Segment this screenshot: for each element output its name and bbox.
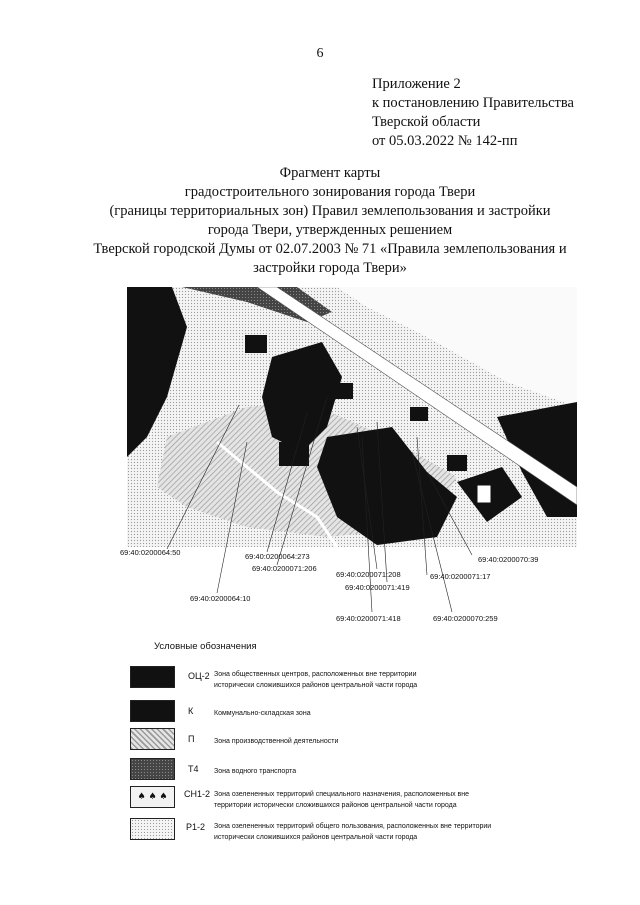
appendix-line: Тверской области [372,114,481,130]
cadastral-label: 69:40:0200064:273 [245,552,310,561]
legend-description: Коммунально-складская зона [214,710,311,717]
page-number: 6 [316,46,324,61]
legend-desc-line: исторически сложившихся районов центральной части города [214,682,418,689]
legend-title: Условные обозначения [154,641,257,652]
map-building [279,442,309,466]
cadastral-label: 69:40:0200070:39 [478,555,539,564]
appendix-block [372,75,574,151]
title-line: (границы территориальных зон) Правил землепользования и застройки [109,203,551,219]
legend-swatch-k [130,700,175,722]
title-line: города Твери, утвержденных решением [207,222,453,238]
legend-description [214,821,491,843]
legend-desc-line: Зона общественных центров, расположенных вне территории [214,671,417,678]
cadastral-label: 69:40:0200071:206 [252,564,317,573]
legend-description [214,789,469,811]
title-line: застройки города Твери» [253,260,407,276]
legend-swatch-oc2 [130,666,175,688]
legend-desc-line: территории исторически сложившихся районов центральной части города [214,802,457,809]
legend-description: Зона производственной деятельности [214,738,339,745]
cadastral-label: 69:40:0200071:208 [336,570,401,579]
map-building [245,335,267,353]
legend-code: К [188,706,194,716]
legend-code: ОЦ-2 [188,671,210,681]
cadastral-label: 69:40:0200064:50 [120,548,181,557]
legend-description: Зона водного транспорта [214,768,297,775]
map-building [447,455,467,471]
cadastral-label: 69:40:0200064:10 [190,594,251,603]
legend-desc-line: Зона озелененных территорий специального назначения, расположенных вне [214,791,470,798]
legend-code: СН1-2 [184,789,211,799]
appendix-line: к постановлению Правительства [372,95,574,111]
title-line: Фрагмент карты [279,165,381,181]
map-building [477,485,491,503]
legend-code: П [188,734,195,744]
cadastral-label: 69:40:0200070:259 [433,614,498,623]
title-line: Тверской городской Думы от 02.07.2003 № 71 «Правила землепользования и [93,241,567,257]
appendix-line: от 05.03.2022 № 142-пп [372,133,518,149]
legend-description [214,669,417,691]
map-building [410,407,428,421]
legend-code: Т4 [188,764,199,774]
title-line: градостроительного зонирования города Твери [184,184,476,200]
map-building [335,383,353,399]
appendix-line: Приложение 2 [372,76,461,92]
cadastral-label: 69:40:0200071:419 [345,583,410,592]
legend-desc-line: исторически сложившихся районов центральной части города [214,834,418,841]
document-title [60,164,600,278]
legend-swatch-p [130,728,175,750]
legend-swatch-cn12: ♠ ♠ ♠ [130,786,175,808]
legend-swatch-t4 [130,758,175,780]
legend-code: Р1-2 [186,822,206,832]
legend-swatch-r12 [130,818,175,840]
cadastral-label: 69:40:0200071:17 [430,572,491,581]
zoning-map [127,287,577,633]
cadastral-label: 69:40:0200071:418 [336,614,401,623]
legend-desc-line: Зона озелененных территорий общего пользования, расположенных вне территории [214,823,492,830]
